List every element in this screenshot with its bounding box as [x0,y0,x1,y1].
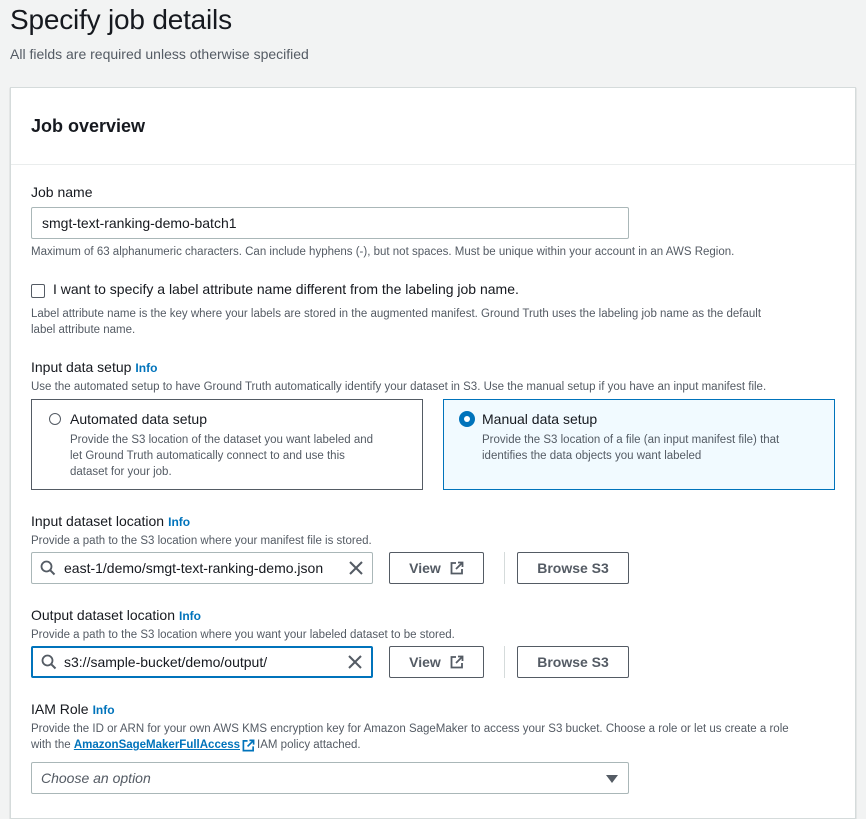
manual-setup-title: Manual data setup [482,411,598,427]
output-location-label [31,607,201,623]
external-link-icon [450,655,464,669]
divider [504,552,505,584]
manual-setup-tile[interactable] [443,399,835,490]
input-location-label-text: Input dataset location [31,513,165,529]
input-location-label [31,513,190,529]
output-location-hint: Provide a path to the S3 location where you want your labeled dataset to be stored. [31,629,455,641]
iam-role-hint-2 [31,737,361,753]
input-location-value: east-1/demo/smgt-text-ranking-demo.json [64,560,324,576]
input-view-button[interactable] [389,552,484,584]
automated-setup-desc-3: dataset for your job. [70,466,172,478]
search-icon [33,647,64,677]
input-location-field[interactable] [31,552,373,584]
manual-setup-desc-1: Provide the S3 location of a file (an input manifest file) that [482,434,780,446]
iam-role-hint-suffix: IAM policy attached. [257,739,361,751]
output-view-label: View [409,654,441,670]
external-link-icon [242,739,255,752]
panel-header [11,88,855,165]
input-setup-label [31,359,157,375]
external-link-icon [450,561,464,575]
page-subtitle: All fields are required unless otherwise specified [10,46,309,62]
manual-setup-desc-2: identifies the data objects you want labeled [482,450,702,462]
label-attribute-hint-1: Label attribute name is the key where your labels are stored in the augmented manifest. Ground Truth uses the labeling job name as the default [31,308,762,320]
clear-icon[interactable] [339,647,371,677]
job-name-value: smgt-text-ranking-demo-batch1 [42,215,237,231]
job-name-label: Job name [31,184,93,200]
output-browse-s3-button[interactable]: Browse S3 [517,646,629,678]
page-title: Specify job details [10,4,232,35]
policy-link[interactable]: AmazonSageMakerFullAccess [73,739,241,751]
iam-role-hint-1: Provide the ID or ARN for your own AWS KMS encryption key for Amazon SageMaker to access your S3 bucket. Choose a role or let us create a role [31,723,789,735]
iam-role-hint-prefix: with the [31,739,71,751]
output-location-value: s3://sample-bucket/demo/output/ [64,654,268,670]
iam-role-info-link[interactable]: Info [92,703,115,717]
iam-role-placeholder: Choose an option [41,770,151,786]
output-location-label-text: Output dataset location [31,607,175,623]
job-name-input[interactable] [31,207,629,239]
output-view-button[interactable] [389,646,484,678]
label-attribute-checkbox[interactable] [31,284,45,298]
input-setup-hint: Use the automated setup to have Ground Truth automatically identify your dataset in S3. Use the manual setup if you have an input manifest file. [31,381,767,393]
iam-role-label [31,701,115,717]
iam-role-select[interactable] [31,762,629,794]
iam-role-label-text: IAM Role [31,701,89,717]
job-overview-panel [10,87,856,819]
input-browse-s3-button[interactable]: Browse S3 [517,552,629,584]
job-name-hint: Maximum of 63 alphanumeric characters. Can include hyphens (-), but not spaces. Must be unique within your account in an AWS Region. [31,246,735,258]
automated-setup-title: Automated data setup [70,411,207,427]
input-setup-label-text: Input data setup [31,359,132,375]
automated-setup-radio[interactable] [49,413,61,425]
automated-setup-tile[interactable] [31,399,423,490]
caret-down-icon [606,770,618,786]
output-location-info-link[interactable]: Info [179,609,201,623]
search-icon [32,553,64,583]
automated-setup-desc-2: let Ground Truth automatically connect to and use this [70,450,345,462]
input-setup-info-link[interactable]: Info [135,361,158,375]
panel-title: Job overview [31,116,146,136]
input-location-hint: Provide a path to the S3 location where your manifest file is stored. [31,535,372,547]
clear-icon[interactable] [340,553,372,583]
manual-setup-radio[interactable] [459,411,475,427]
divider [504,646,505,678]
input-view-label: View [409,560,441,576]
label-attribute-hint-2: label attribute name. [31,324,136,336]
label-attribute-label[interactable]: I want to specify a label attribute name different from the labeling job name. [53,281,519,297]
output-location-field[interactable] [31,646,373,678]
input-location-info-link[interactable]: Info [168,515,191,529]
automated-setup-desc-1: Provide the S3 location of the dataset you want labeled and [70,434,374,446]
